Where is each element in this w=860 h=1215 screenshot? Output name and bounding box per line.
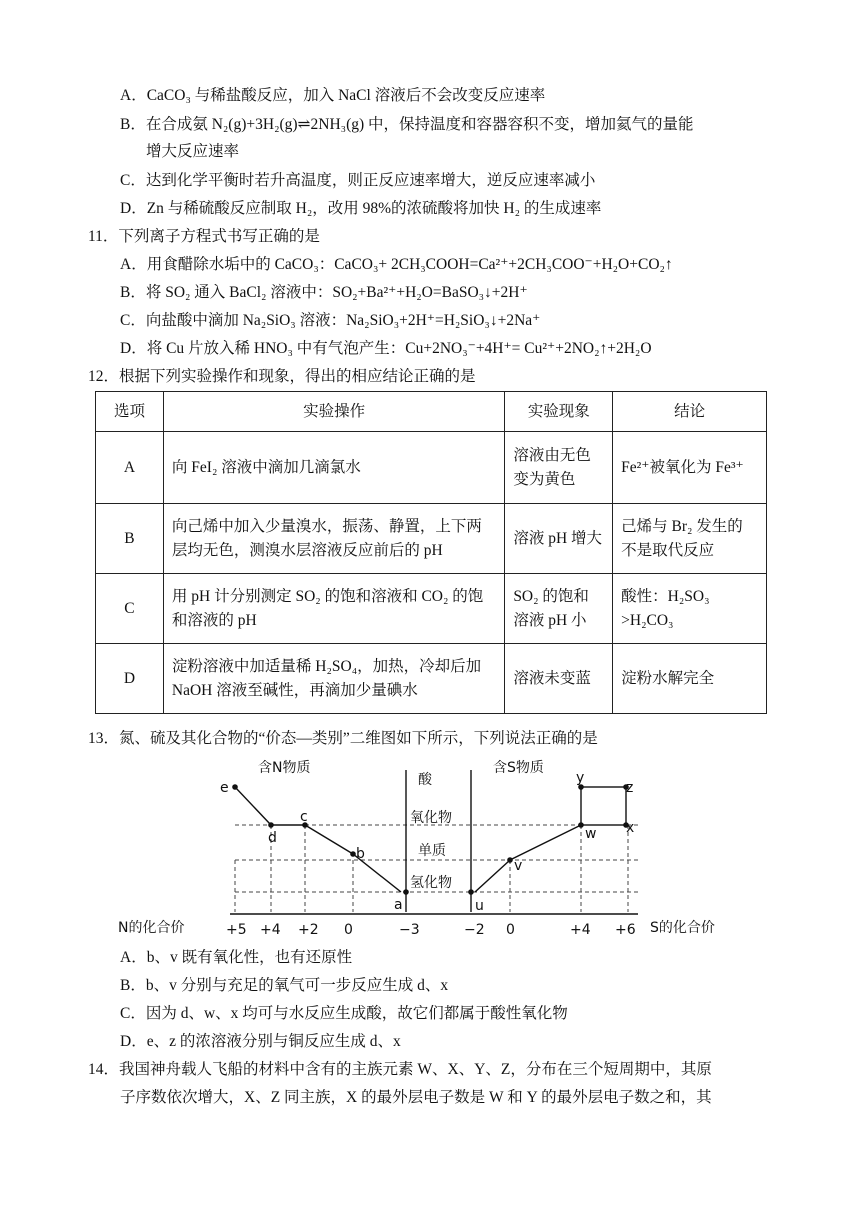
q10-option-b-cont: 增大反应速率 [146, 143, 240, 160]
category-element: 单质 [418, 843, 446, 859]
header-operation: 实验操作 [163, 392, 504, 432]
table-row [96, 432, 767, 504]
q14-line1: 14．我国神舟载人飞船的材料中含有的主族元素 W、X、Y、Z，分布在三个短周期中，其原 [88, 1061, 712, 1078]
n-tick: +4 [260, 922, 281, 938]
s-axis-label: S的化合价 [650, 920, 715, 936]
s-tick: +4 [570, 922, 591, 938]
row-phenomenon: 溶液由无色变为黄色 [505, 432, 613, 504]
row-label: C [96, 574, 164, 644]
label-a: a [394, 897, 403, 913]
q11-option-d: D．将 Cu 片放入稀 HNO₃ 中有气泡产生：Cu+2NO₃⁻+4H⁺= Cu²⁺+2NO₂↑+2H₂O [120, 340, 652, 357]
label-y: y [576, 770, 585, 786]
label-w: w [585, 826, 597, 842]
nitrogen-path [235, 787, 401, 892]
n-tick: +5 [226, 922, 247, 938]
s-tick: 0 [506, 922, 515, 938]
row-operation: 向己烯中加入少量溴水，振荡、静置，上下两层均无色，测溴水层溶液反应前后的 pH [163, 504, 504, 574]
label-d: d [268, 830, 277, 846]
point-v [507, 857, 513, 863]
label-v: v [514, 858, 523, 874]
row-label: A [96, 432, 164, 504]
point-d [268, 822, 274, 828]
n-tick: −3 [399, 922, 420, 938]
category-acid: 酸 [418, 772, 432, 788]
row-phenomenon: 溶液未变蓝 [505, 644, 613, 714]
n-tick: 0 [344, 922, 353, 938]
header-conclusion: 结论 [613, 392, 767, 432]
s-tick: +6 [615, 922, 636, 938]
table-row [96, 504, 767, 574]
row-label: B [96, 504, 164, 574]
label-u: u [475, 898, 484, 914]
q10-option-d: D．Zn 与稀硫酸反应制取 H₂，改用 98%的浓硫酸将加快 H₂ 的生成速率 [120, 200, 602, 217]
point-e [232, 784, 238, 790]
q10-option-b: B．在合成氨 N₂(g)+3H₂(g)⇌2NH₃(g) 中，保持温度和容器容积不变，增加氦气的量能 [120, 116, 694, 133]
q11-stem: 11．下列离子方程式书写正确的是 [88, 228, 320, 245]
q13-option-d: D．e、z 的浓溶液分别与铜反应生成 d、x [120, 1033, 401, 1050]
row-operation: 向 FeI₂ 溶液中滴加几滴氯水 [163, 432, 504, 504]
point-w [578, 822, 584, 828]
row-phenomenon: 溶液 pH 增大 [505, 504, 613, 574]
label-x: x [626, 820, 635, 836]
row-conclusion: 酸性：H₂SO₃ >H₂CO₃ [613, 574, 767, 644]
header-phenomenon: 实验现象 [505, 392, 613, 432]
point-b [350, 851, 356, 857]
q13-option-b: B．b、v 分别与充足的氧气可一步反应生成 d、x [120, 977, 449, 994]
valence-category-diagram [118, 752, 740, 942]
table-row [96, 644, 767, 714]
row-conclusion: 淀粉水解完全 [613, 644, 767, 714]
category-hydride: 氢化物 [410, 875, 452, 891]
row-conclusion: Fe²⁺被氧化为 Fe³⁺ [613, 432, 767, 504]
q11-option-c: C．向盐酸中滴加 Na₂SiO₃ 溶液：Na₂SiO₃+2H⁺=H₂SiO₃↓+2Na⁺ [120, 312, 541, 329]
q14-line2: 子序数依次增大，X、Z 同主族，X 的最外层电子数是 W 和 Y 的最外层电子数之和，其 [120, 1089, 712, 1106]
q13-stem: 13．氮、硫及其化合物的“价态—类别”二维图如下所示，下列说法正确的是 [88, 730, 598, 747]
label-z: z [626, 780, 634, 796]
n-axis-label: N的化合价 [118, 920, 185, 936]
q10-option-c: C．达到化学平衡时若升高温度，则正反应速率增大，逆反应速率减小 [120, 172, 596, 189]
row-operation: 用 pH 计分别测定 SO₂ 的饱和溶液和 CO₂ 的饱和溶液的 pH [163, 574, 504, 644]
header-option: 选项 [96, 392, 164, 432]
label-e: e [220, 780, 229, 796]
q13-option-a: A．b、v 既有氧化性，也有还原性 [120, 949, 353, 966]
q11-option-b: B．将 SO₂ 通入 BaCl₂ 溶液中：SO₂+Ba²⁺+H₂O=BaSO₃↓+2H⁺ [120, 284, 528, 301]
row-conclusion: 己烯与 Br₂ 发生的不是取代反应 [613, 504, 767, 574]
label-c: c [300, 809, 308, 825]
q10-option-a: A．CaCO₃ 与稀盐酸反应，加入 NaCl 溶液后不会改变反应速率 [120, 87, 546, 104]
row-phenomenon: SO₂ 的饱和溶液 pH 小 [505, 574, 613, 644]
q13-option-c: C．因为 d、w、x 均可与水反应生成酸，故它们都属于酸性氧化物 [120, 1005, 568, 1022]
table-header-row [96, 392, 767, 432]
left-title: 含N物质 [258, 760, 311, 776]
table-row [96, 574, 767, 644]
sulfur-path [475, 787, 626, 892]
s-tick: −2 [464, 922, 485, 938]
point-a [403, 889, 409, 895]
q12-stem: 12．根据下列实验操作和现象，得出的相应结论正确的是 [88, 368, 476, 385]
q11-option-a: A．用食醋除水垢中的 CaCO₃：CaCO₃+ 2CH₃COOH=Ca²⁺+2CH₃COO⁻+H₂O+CO₂↑ [120, 256, 673, 273]
row-label: D [96, 644, 164, 714]
row-operation: 淀粉溶液中加适量稀 H₂SO₄，加热，冷却后加 NaOH 溶液至碱性，再滴加少量碘水 [163, 644, 504, 714]
category-oxide: 氧化物 [410, 810, 452, 826]
right-title: 含S物质 [493, 760, 544, 776]
point-u [468, 889, 474, 895]
q12-table [95, 391, 767, 714]
label-b: b [356, 846, 365, 862]
n-tick: +2 [298, 922, 319, 938]
